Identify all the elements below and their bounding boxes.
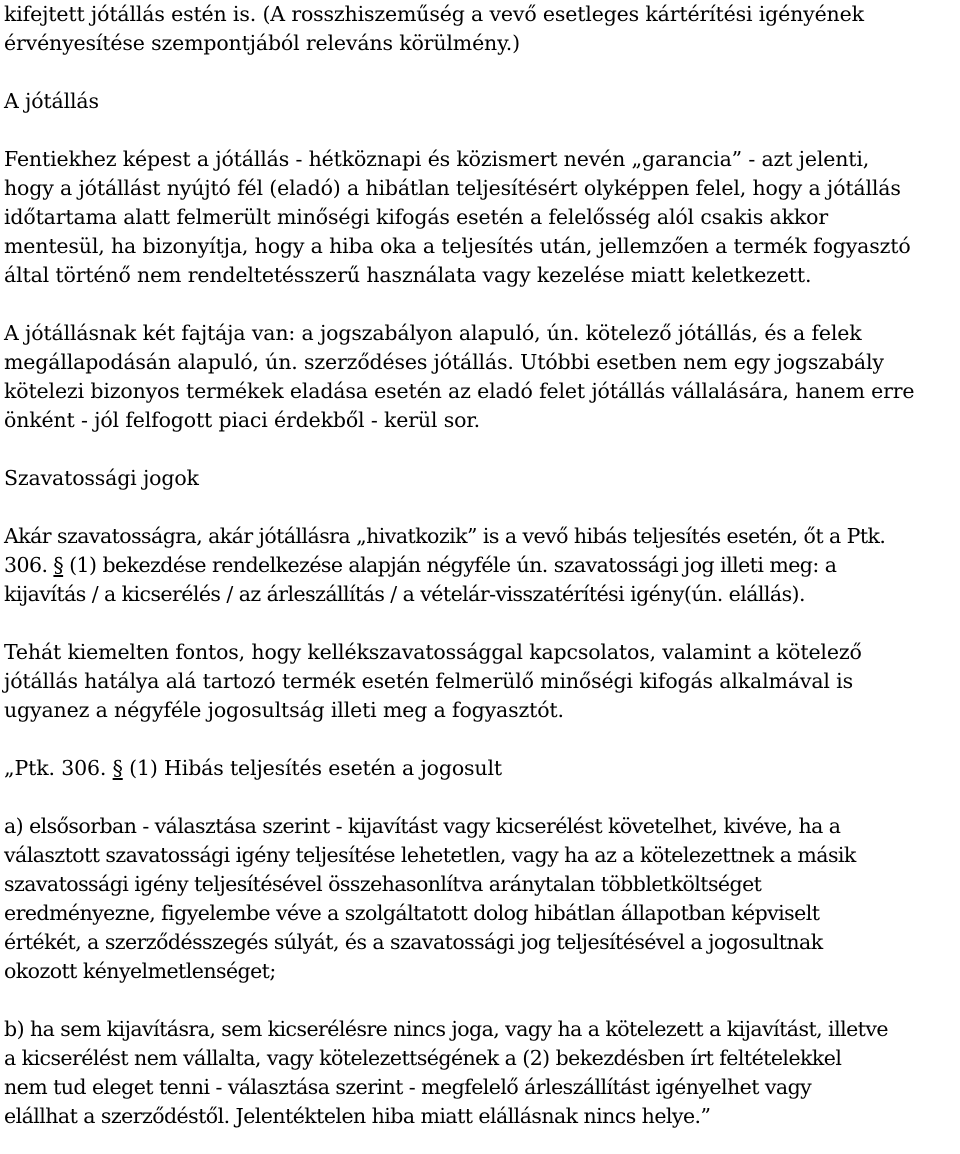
paragraph-gap <box>4 290 958 319</box>
paragraph-point-b <box>4 1015 958 1131</box>
text-fragment: (1) Hibás teljesítés esetén a jogosult <box>122 756 502 780</box>
text-line: megállapodásán alapuló, ún. szerződéses jótállás. Utóbbi esetben nem egy jogszabály <box>4 350 884 374</box>
paragraph-gap <box>4 986 958 1015</box>
document-page <box>4 0 958 1131</box>
text-line: Fentiekhez képest a jótállás - hétköznapi és közismert nevén „garancia” - azt jelenti, <box>4 147 870 171</box>
text-line: a kicserélést nem vállalta, vagy kötelezettségének a (2) bekezdésben írt feltételekkel <box>4 1046 842 1070</box>
text-line: választott szavatossági igény teljesítése lehetetlen, vagy ha az a kötelezettnek a másik <box>4 843 856 867</box>
text-line: b) ha sem kijavításra, sem kicserélésre nincs joga, vagy ha a kötelezett a kijavítást, illetve <box>4 1017 888 1041</box>
text-fragment: (1) bekezdése rendelkezése alapján négyféle ún. szavatossági jog illeti meg: a <box>63 553 837 577</box>
paragraph-jotallas-types <box>4 319 958 435</box>
paragraph-gap <box>4 609 958 638</box>
paragraph-gap <box>4 58 958 87</box>
paragraph-intro <box>4 0 958 58</box>
text-line: Tehát kiemelten fontos, hogy kellékszavatossággal kapcsolatos, valamint a kötelező <box>4 640 862 664</box>
paragraph-kiemelten <box>4 638 958 725</box>
text-line: önként - jól felfogott piaci érdekből - kerül sor. <box>4 408 481 432</box>
paragraph-gap <box>4 783 958 812</box>
paragraph-szavatossagi-jogok <box>4 522 958 609</box>
text-line: kijavítás / a kicserélés / az árleszállítás / a vételár-visszatérítési igény(ún. elállás). <box>4 582 805 606</box>
text-line: a) elsősorban - választása szerint - kijavítást vagy kicserélést követelhet, kivéve, ha a <box>4 814 841 838</box>
section-sign: § <box>53 553 64 577</box>
text-line: elállhat a szerződéstől. Jelentéktelen hiba miatt elállásnak nincs helye.” <box>4 1104 711 1128</box>
text-line: kötelezi bizonyos termékek eladása esetén az eladó felet jótállás vállalására, hanem erre <box>4 379 915 403</box>
section-heading-szavatossagi-jogok: Szavatossági jogok <box>4 466 199 490</box>
text-line: által történő nem rendeltetésszerű használata vagy kezelése miatt keletkezett. <box>4 263 812 287</box>
text-line <box>4 551 958 580</box>
section-sign: § <box>112 756 123 780</box>
section-heading-jotallas: A jótállás <box>4 89 99 113</box>
text-line: nem tud eleget tenni - választása szerint - megfelelő árleszállítást igényelhet vagy <box>4 1075 812 1099</box>
text-line: érvényesítése szempontjából releváns körülmény.) <box>4 31 521 55</box>
paragraph-gap <box>4 435 958 464</box>
text-fragment: 306. <box>4 553 54 577</box>
text-line: szavatossági igény teljesítésével összehasonlítva aránytalan többletköltséget <box>4 872 762 896</box>
quote-heading-ptk-306 <box>4 754 958 783</box>
text-line: okozott kényelmetlenséget; <box>4 959 276 983</box>
paragraph-point-a <box>4 812 958 986</box>
text-fragment: „Ptk. 306. <box>4 756 113 780</box>
text-line: Akár szavatosságra, akár jótállásra „hivatkozik” is a vevő hibás teljesítés esetén, őt a Ptk. <box>4 524 886 548</box>
text-line: ugyanez a négyféle jogosultság illeti meg a fogyasztót. <box>4 698 564 722</box>
paragraph-gap <box>4 116 958 145</box>
paragraph-jotallas-definition <box>4 145 958 290</box>
text-line: hogy a jótállást nyújtó fél (eladó) a hibátlan teljesítésért olyképpen felel, hogy a jótállás <box>4 176 901 200</box>
text-line: eredményezne, figyelembe véve a szolgáltatott dolog hibátlan állapotban képviselt <box>4 901 820 925</box>
text-line: kifejtett jótállás estén is. (A rosszhiszeműség a vevő esetleges kártérítési igényének <box>4 2 864 26</box>
text-line: időtartama alatt felmerült minőségi kifogás esetén a felelősség alól csakis akkor <box>4 205 828 229</box>
text-line: A jótállásnak két fajtája van: a jogszabályon alapuló, ún. kötelező jótállás, és a felek <box>4 321 862 345</box>
paragraph-gap <box>4 493 958 522</box>
paragraph-gap <box>4 725 958 754</box>
text-line: jótállás hatálya alá tartozó termék esetén felmerülő minőségi kifogás alkalmával is <box>4 669 853 693</box>
text-line: mentesül, ha bizonyítja, hogy a hiba oka a teljesítés után, jellemzően a termék fogyasztó <box>4 234 911 258</box>
text-line: értékét, a szerződésszegés súlyát, és a szavatossági jog teljesítésével a jogosultnak <box>4 930 823 954</box>
